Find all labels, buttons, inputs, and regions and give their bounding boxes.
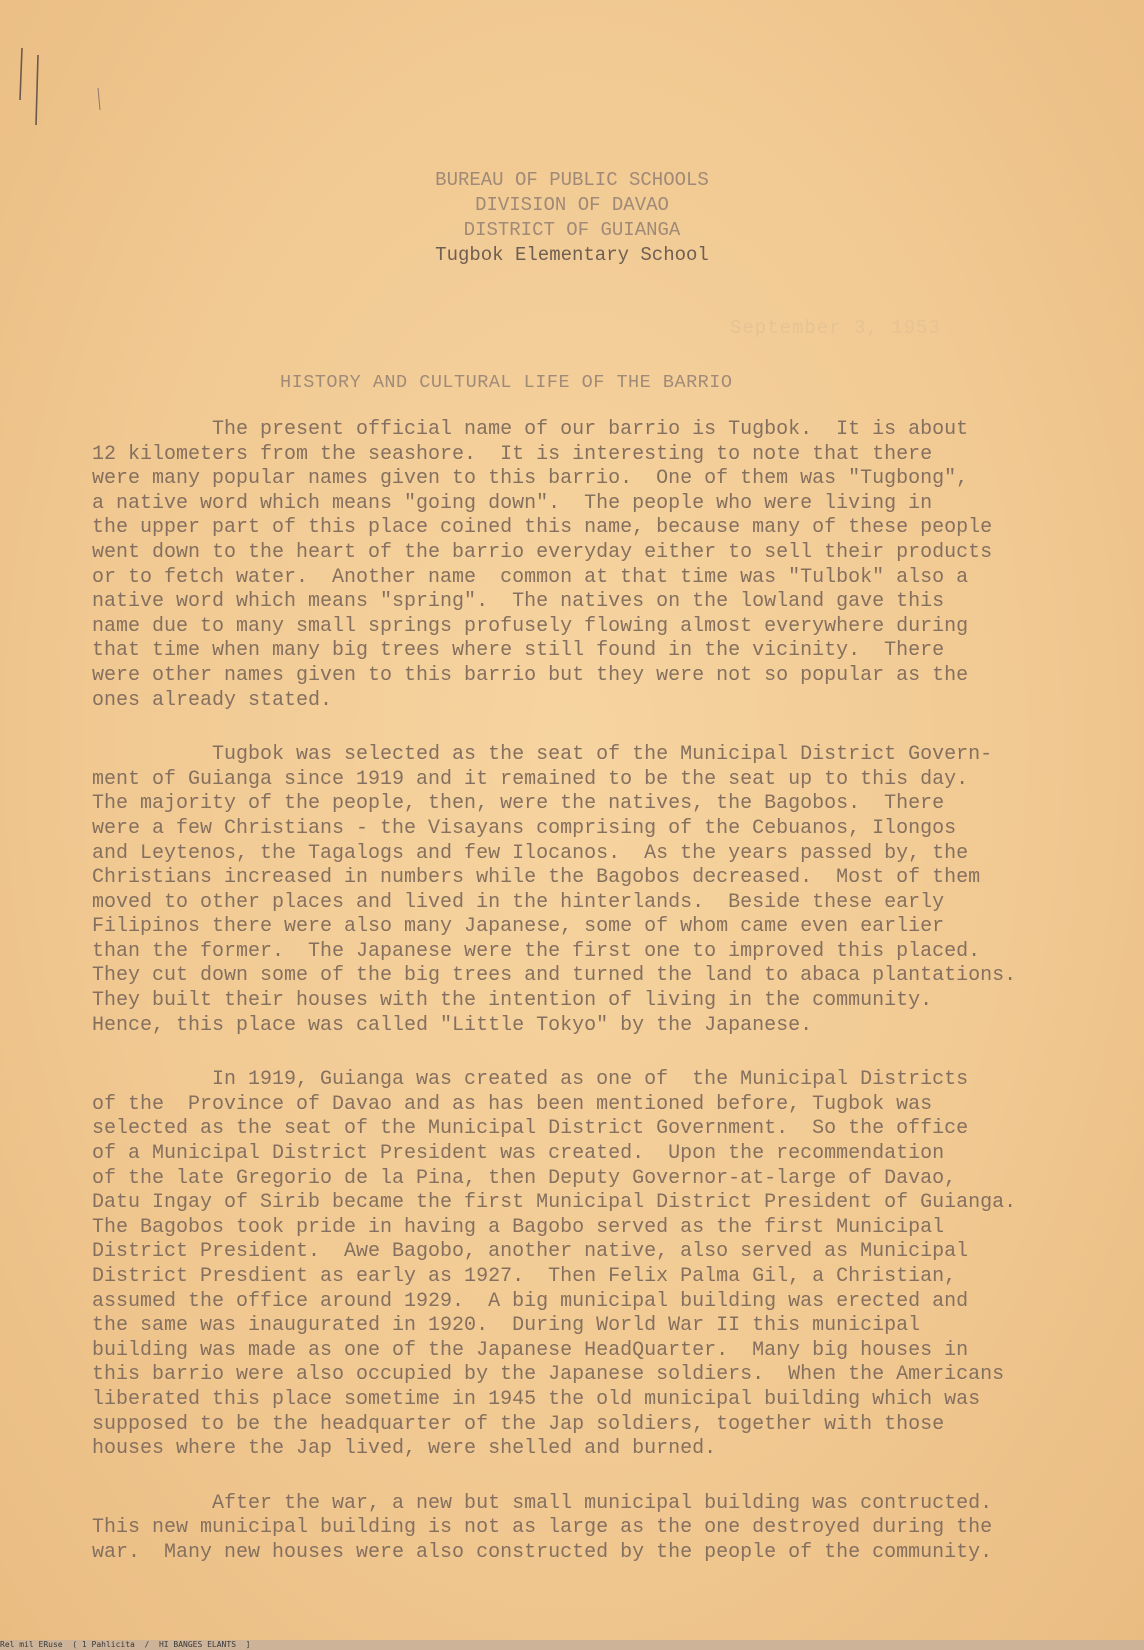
text-line: ones already stated. bbox=[92, 688, 333, 712]
text-line: were a few Christians - the Visayans comprising of the Cebuanos, Ilongos bbox=[92, 816, 957, 840]
text-line: This new municipal building is not as large as the one destroyed during the bbox=[92, 1516, 993, 1540]
bureau-heading: BUREAU OF PUBLIC SCHOOLS bbox=[435, 169, 709, 191]
document-body bbox=[92, 418, 1052, 1596]
text-line: the upper part of this place coined this name, because many of these people bbox=[92, 516, 993, 540]
text-line: Christians increased in numbers while the Bagobos decreased. Most of them bbox=[92, 866, 981, 890]
document-date: September 3, 1953 bbox=[730, 317, 941, 339]
text-line: liberated this place sometime in 1945 the old municipal building which was bbox=[92, 1387, 981, 1411]
school-heading: Tugbok Elementary School bbox=[435, 244, 709, 266]
text-line: were other names given to this barrio but they were not so popular as the bbox=[92, 663, 969, 687]
pencil-mark bbox=[98, 88, 100, 110]
text-line: They cut down some of the big trees and turned the land to abaca plantations. bbox=[92, 964, 1017, 988]
text-line: moved to other places and lived in the hinterlands. Beside these early bbox=[92, 890, 945, 914]
text-line: District Presdient as early as 1927. Then Felix Palma Gil, a Christian, bbox=[92, 1265, 957, 1288]
text-line: In 1919, Guianga was created as one of the Municipal Districts bbox=[92, 1068, 969, 1092]
text-line: a native word which means "going down". The people who were living in bbox=[92, 491, 933, 515]
footer-strip: Rel mil ERuse ( 1 Pahlicita / HI BANGES ELANTS ] bbox=[0, 1640, 1144, 1650]
text-line: The present official name of our barrio is Tugbok. It is about bbox=[92, 418, 969, 441]
text-line: District President. Awe Bagobo, another native, also served as Municipal bbox=[92, 1240, 969, 1264]
text-line: of the Province of Davao and as has been mentioned before, Tugbok was bbox=[92, 1092, 933, 1116]
text-line: war. Many new houses were also constructed by the people of the community. bbox=[92, 1540, 993, 1564]
text-line: name due to many small springs profusely flowing almost everywhere during bbox=[92, 614, 969, 638]
document-title: HISTORY AND CULTURAL LIFE OF THE BARRIO bbox=[280, 372, 733, 393]
text-line: building was made as one of the Japanese HeadQuarter. Many big houses in bbox=[92, 1338, 969, 1362]
text-line: went down to the heart of the barrio everyday either to sell their products bbox=[92, 540, 993, 564]
text-line: selected as the seat of the Municipal District Government. So the office bbox=[92, 1117, 969, 1141]
text-line: Datu Ingay of Sirib became the first Municipal District President of Guianga. bbox=[92, 1191, 1017, 1215]
text-line: of the late Gregorio de la Pina, then Deputy Governor-at-large of Davao, bbox=[92, 1166, 957, 1190]
document-header bbox=[0, 168, 1144, 268]
text-line: The majority of the people, then, were the natives, the Bagobos. There bbox=[92, 792, 945, 816]
text-line: that time when many big trees where still found in the vicinity. There bbox=[92, 639, 945, 663]
district-heading: DISTRICT OF GUIANGA bbox=[463, 219, 681, 241]
paragraph bbox=[92, 418, 1052, 713]
text-line: or to fetch water. Another name common at that time was "Tulbok" also a bbox=[92, 565, 969, 589]
pencil-mark bbox=[20, 48, 22, 100]
text-line: After the war, a new but small municipal building was contructed. bbox=[92, 1491, 993, 1515]
text-line: houses where the Jap lived, were shelled and burned. bbox=[92, 1437, 717, 1461]
text-line: and Leytenos, the Tagalogs and few Ilocanos. As the years passed by, the bbox=[92, 841, 969, 865]
text-line: Hence, this place was called "Little Tokyo" by the Japanese. bbox=[92, 1013, 813, 1037]
pencil-mark bbox=[36, 55, 38, 125]
text-line: this barrio were also occupied by the Japanese soldiers. When the Americans bbox=[92, 1363, 1005, 1387]
text-line: assumed the office around 1929. A big municipal building was erected and bbox=[92, 1289, 969, 1313]
text-line: Filipinos there were also many Japanese, some of whom came even earlier bbox=[92, 915, 945, 939]
text-line: the same was inaugurated in 1920. During World War II this municipal bbox=[92, 1314, 921, 1338]
text-line: native word which means "spring". The natives on the lowland gave this bbox=[92, 590, 945, 614]
text-line: of a Municipal District President was created. Upon the recommendation bbox=[92, 1142, 945, 1166]
division-heading: DIVISION OF DAVAO bbox=[475, 194, 669, 216]
paragraph bbox=[92, 743, 1052, 1038]
text-line: The Bagobos took pride in having a Bagobo served as the first Municipal bbox=[92, 1215, 945, 1239]
paragraph bbox=[92, 1068, 1052, 1462]
text-line: They built their houses with the intention of living in the community. bbox=[92, 989, 933, 1013]
text-line: ment of Guianga since 1919 and it remained to be the seat up to this day. bbox=[92, 767, 969, 791]
text-line: supposed to be the headquarter of the Jap soldiers, together with those bbox=[92, 1412, 945, 1436]
text-line: than the former. The Japanese were the first one to improved this placed. bbox=[92, 939, 981, 963]
text-line: 12 kilometers from the seashore. It is interesting to note that there bbox=[92, 442, 933, 466]
paragraph bbox=[92, 1492, 1052, 1566]
text-line: were many popular names given to this barrio. One of them was "Tugbong", bbox=[92, 467, 969, 491]
text-line: Tugbok was selected as the seat of the Municipal District Govern- bbox=[92, 743, 993, 767]
